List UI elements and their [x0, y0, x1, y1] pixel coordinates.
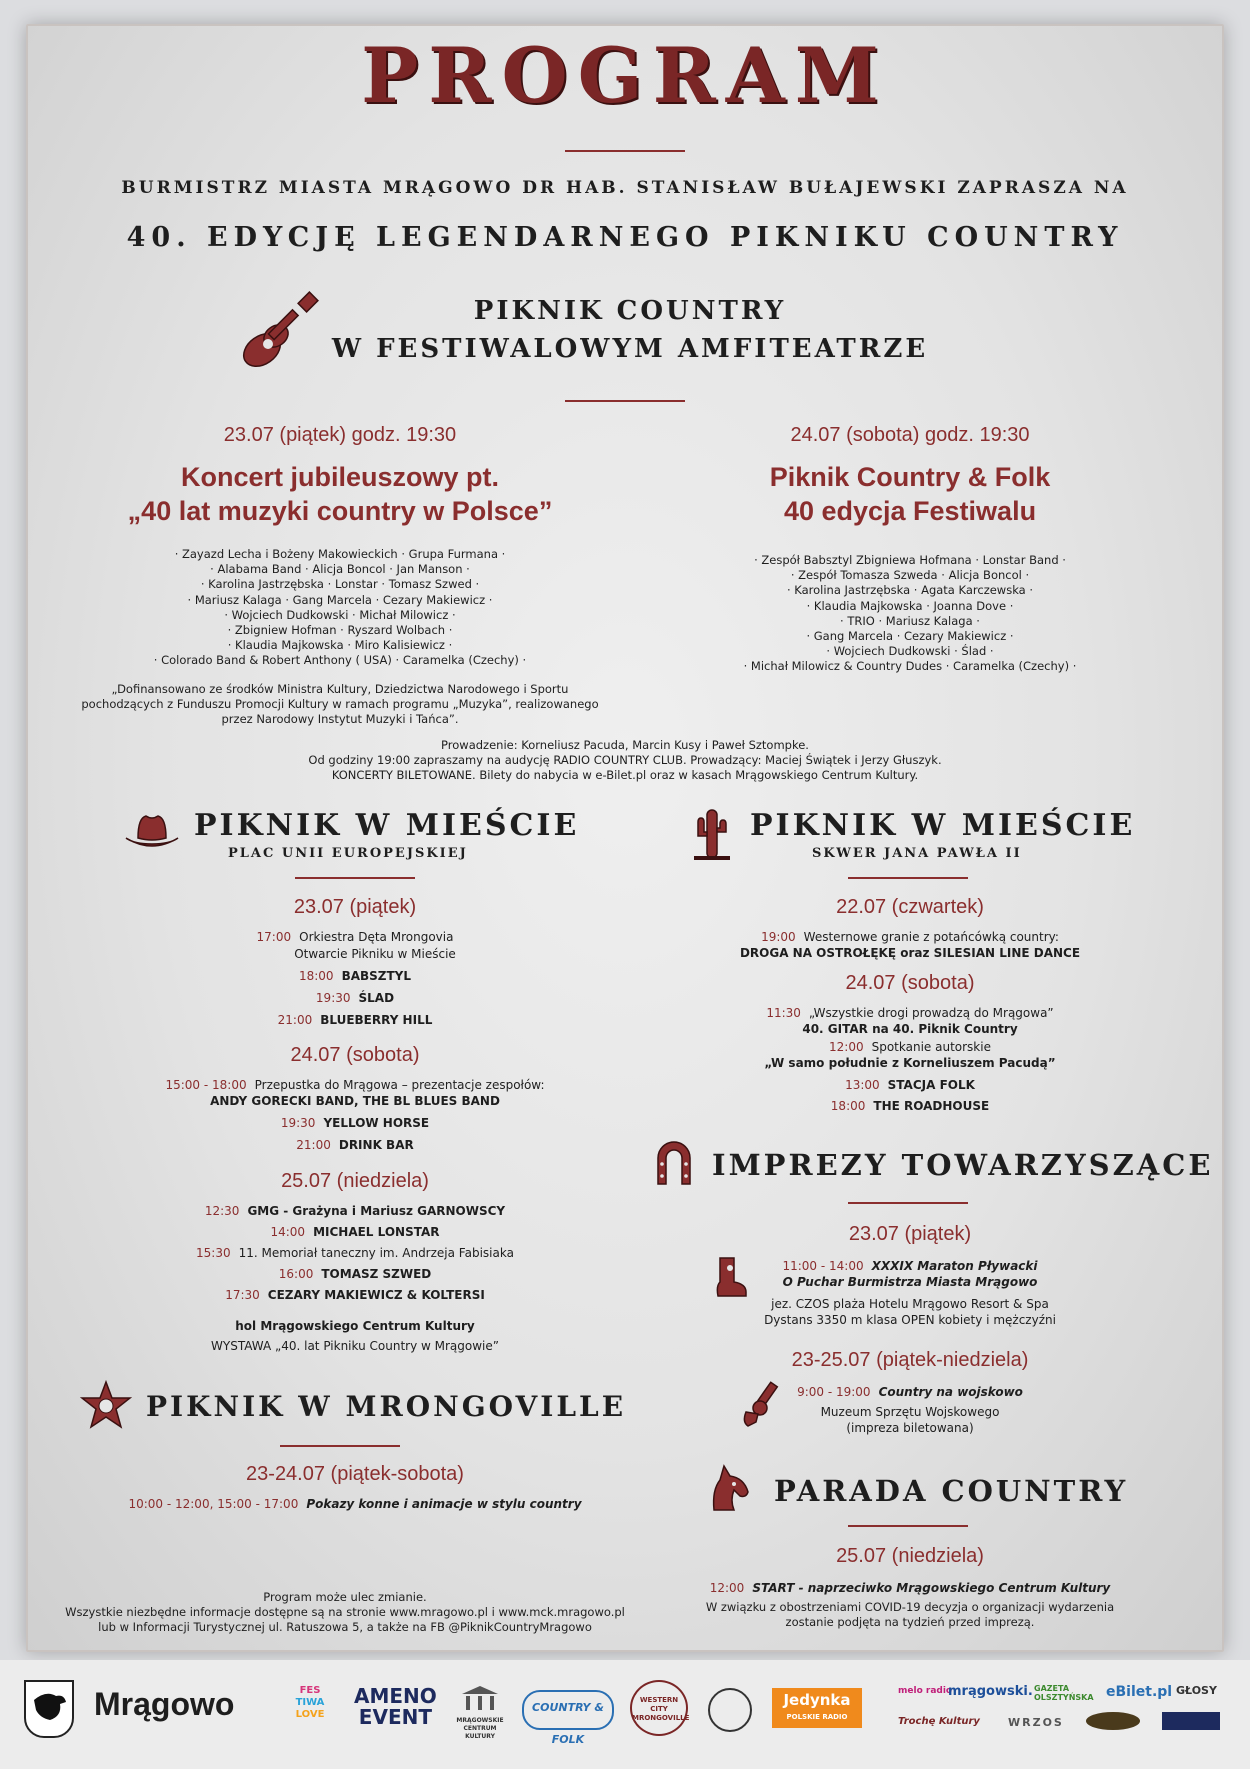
- event-text: Westernowe granie z potańcówką country:: [803, 930, 1059, 944]
- event-text: jez. CZOS plaża Hotelu Mrągowo Resort & Spa: [771, 1297, 1049, 1311]
- lineup-line: · Karolina Jastrzębska · Agata Karczewska ·: [786, 583, 1034, 598]
- mrongoville-title: PIKNIK W MRONGOVILLE: [146, 1390, 627, 1423]
- event-text: XXXIX Maraton Pływacki: [871, 1259, 1038, 1273]
- event-text: Dystans 3350 m klasa OPEN kobiety i mężczyźni: [764, 1313, 1056, 1327]
- cowboy-hat-icon: [122, 808, 182, 856]
- exhibit-title: WYSTAWA „40. lat Pikniku Country w Mrągowie”: [211, 1339, 499, 1353]
- event-text: TOMASZ SZWED: [321, 1267, 432, 1281]
- side-events-day1: 23.07 (piątek): [848, 1223, 972, 1245]
- military-event: [690, 1384, 1130, 1436]
- event-text: YELLOW HORSE: [323, 1116, 430, 1130]
- jedynka-logo: [772, 1688, 862, 1728]
- event-time: 12:00: [709, 1581, 745, 1595]
- gazeta-logo: GAZETA OLSZTYŃSKA: [1034, 1684, 1094, 1702]
- western-city-logo: WESTERN CITY MRONGOVILLE: [630, 1680, 688, 1736]
- event-time: 19:30: [280, 1116, 316, 1130]
- parade-title: PARADA COUNTRY: [774, 1474, 1129, 1508]
- ebilet-logo: eBilet.pl: [1106, 1684, 1173, 1700]
- amphi-info: [100, 738, 1150, 784]
- concert-date-right: 24.07 (sobota) godz. 19:30: [790, 424, 1030, 446]
- note-line: Wszystkie niezbędne informacje dostępne są na stronie www.mragowo.pl i www.mck.mragowo.pl: [65, 1605, 625, 1620]
- event-time: 9:00 - 19:00: [797, 1385, 871, 1399]
- event-text: Przepustka do Mrągowa – prezentacje zespołów:: [254, 1078, 545, 1092]
- event-text: Orkiestra Dęta Mrongovia: [299, 930, 454, 944]
- event-text: GMG - Grażyna i Mariusz GARNOWSCY: [247, 1204, 506, 1218]
- logo-text: EVENT: [358, 1705, 432, 1729]
- lineup-left: [60, 547, 620, 669]
- town-left-day2-list: [130, 1077, 580, 1153]
- event-time: 19:00: [761, 930, 796, 944]
- town-left-day2: 24.07 (sobota): [290, 1044, 420, 1066]
- event-text: CEZARY MAKIEWICZ & KOLTERSI: [267, 1288, 485, 1302]
- lineup-line: · Zayazd Lecha i Bożeny Makowieckich · Grupa Furmana ·: [174, 547, 506, 561]
- event-text: ŚLAD: [358, 991, 395, 1005]
- event-text: START - naprzeciwko Mrągowskiego Centrum Kultury: [752, 1581, 1111, 1595]
- lineup-line: · Wojciech Dudkowski · Michał Milowicz ·: [224, 607, 456, 622]
- marathon-event: [690, 1258, 1130, 1328]
- town-left-day1: 23.07 (piątek): [293, 896, 417, 918]
- divider: [848, 1202, 968, 1204]
- event-time: 13:00: [845, 1078, 880, 1092]
- event-text: Pokazy konne i animacje w stylu country: [306, 1497, 582, 1511]
- lineup-line: · Mariusz Kalaga · Gang Marcela · Cezary Makiewicz ·: [187, 592, 493, 607]
- note-line: lub w Informacji Turystycznej ul. Ratuszowa 5, a także na FB @PiknikCountryMragowo: [98, 1620, 592, 1635]
- parade-date: 25.07 (niedziela): [836, 1545, 984, 1567]
- event-text: DROGA NA OSTROŁĘKĘ oraz SILESIAN LINE DANCE: [739, 946, 1081, 960]
- info-line: KONCERTY BILETOWANE. Bilety do nabycia w e-Bilet.pl oraz w kasach Mrągowskiego Centrum Kultury.: [331, 768, 919, 783]
- divider: [565, 400, 685, 402]
- side-events-title: IMPREZY TOWARZYSZĄCE: [712, 1148, 1214, 1182]
- glosy-logo: GŁOSY: [1176, 1684, 1217, 1697]
- event-text: (impreza biletowana): [846, 1421, 974, 1435]
- parade-event: [690, 1580, 1130, 1596]
- country-folk-logo: COUNTRY & FOLK: [522, 1690, 614, 1730]
- event-time: 14:00: [270, 1225, 306, 1239]
- car-club-logo: [708, 1688, 752, 1732]
- note-line: Program może ulec zmianie.: [263, 1590, 427, 1604]
- event-time: 21:00: [277, 1013, 313, 1027]
- note-line: zostanie podjęta na tydzień przed imprezą.: [785, 1615, 1035, 1630]
- melo-logo: melo radio: [898, 1686, 953, 1696]
- lineup-line: · TRIO · Mariusz Kalaga ·: [840, 613, 980, 628]
- event-time: 15:30: [196, 1246, 231, 1260]
- town-right-title: PIKNIK W MIEŚCIE: [750, 808, 1136, 843]
- note-line: W związku z obostrzeniami COVID-19 decyzja o organizacji wydarzenia: [705, 1600, 1115, 1614]
- event-text: O Puchar Burmistrza Miasta Mrągowo: [782, 1275, 1038, 1289]
- event-time: 15:00 - 18:00: [165, 1078, 247, 1092]
- town-left-title: PIKNIK W MIEŚCIE: [194, 808, 580, 843]
- mrongoville-event: [100, 1496, 610, 1512]
- event-text: BABSZTYL: [341, 969, 412, 983]
- lineup-line: · Zespół Tomasza Szweda · Alicja Boncol ·: [790, 568, 1030, 583]
- poster-title: PROGRAM: [361, 31, 889, 120]
- festiwa-logo: [292, 1685, 328, 1721]
- town-right-day2: 24.07 (sobota): [845, 972, 975, 994]
- lineup-line: · Klaudia Majkowska · Joanna Dove ·: [806, 598, 1014, 613]
- event-text: BLUEBERRY HILL: [320, 1013, 433, 1027]
- lineup-line: · Colorado Band & Robert Anthony ( USA) · Caramelka (Czechy) ·: [153, 653, 527, 668]
- divider: [848, 877, 968, 879]
- side-events-day2: 23-25.07 (piątek-niedziela): [791, 1349, 1029, 1371]
- event-text: ANDY GORECKI BAND, THE BL BLUES BAND: [210, 1094, 500, 1108]
- divider: [565, 150, 685, 152]
- event-text: MICHAEL LONSTAR: [313, 1225, 440, 1239]
- event-time: 16:00: [278, 1267, 314, 1281]
- event-text: STACJA FOLK: [887, 1078, 975, 1092]
- concert-date-left: 23.07 (piątek) godz. 19:30: [223, 424, 457, 446]
- divider: [280, 1445, 400, 1447]
- funding-line: pochodzących z Funduszu Promocji Kultury w ramach programu „Muzyka”, realizowanego: [81, 697, 599, 712]
- town-left-subtitle: PLAC UNII EUROPEJSKIEJ: [228, 846, 468, 861]
- wrzos-logo: WRZOS: [1008, 1716, 1064, 1729]
- logo-text: MRĄGOWSKIE CENTRUM KULTURY: [456, 1717, 504, 1740]
- amphi-title-2: W FESTIWALOWYM AMFITEATRZE: [331, 334, 929, 364]
- event-time: 10:00 - 12:00, 15:00 - 17:00: [128, 1497, 299, 1511]
- info-line: Od godziny 19:00 zapraszamy na audycję RADIO COUNTRY CLUB. Prowadzący: Maciej Świątek i Jerzy Głuszyk.: [308, 753, 942, 768]
- lineup-line: · Gang Marcela · Cezary Makiewicz ·: [806, 629, 1014, 644]
- logo-text: FES: [299, 1685, 321, 1696]
- event-time: 17:30: [225, 1288, 260, 1302]
- event-time: 18:00: [830, 1099, 866, 1113]
- event-text: Otwarcie Pikniku w Mieście: [294, 947, 456, 961]
- funding-line: „Dofinansowano ze środków Ministra Kultury, Dziedzictwa Narodowego i Sportu: [111, 682, 569, 696]
- logo-text: LOVE: [295, 1709, 325, 1720]
- divider: [848, 1525, 968, 1527]
- lineup-line: · Alabama Band · Alicja Boncol · Jan Manson ·: [210, 562, 470, 577]
- logo-text: TIWA: [295, 1697, 325, 1708]
- event-time: 19:30: [315, 991, 351, 1005]
- crest-icon: [24, 1680, 74, 1738]
- logo-text: Jedynka: [783, 1691, 851, 1709]
- car-logo: [1086, 1712, 1140, 1730]
- event-text: 40. GITAR na 40. Piknik Country: [802, 1022, 1018, 1036]
- event-text: „W samo południe z Korneliuszem Pacudą”: [764, 1056, 1056, 1070]
- event-text: Country na wojskowo: [878, 1385, 1023, 1399]
- event-time: 11:30: [766, 1006, 801, 1020]
- lineup-line: · Michał Milowicz & Country Dudes · Caramelka (Czechy) ·: [743, 659, 1077, 674]
- lineup-line: · Karolina Jastrzębska · Lonstar · Tomasz Szwed ·: [200, 577, 480, 592]
- logo-text: AMENO: [354, 1684, 437, 1708]
- event-time: 18:00: [298, 969, 334, 983]
- concert-title-right-1: Piknik Country & Folk: [769, 462, 1051, 492]
- town-right-day2-list: [690, 1005, 1130, 1114]
- lineup-line: · Wojciech Dudkowski · Ślad ·: [826, 644, 994, 659]
- divider: [295, 877, 415, 879]
- logo-text: POLSKIE RADIO: [786, 1713, 848, 1721]
- sheriff-star-icon: [80, 1380, 132, 1432]
- town-right-day1-event: [690, 929, 1130, 961]
- event-text: THE ROADHOUSE: [873, 1099, 990, 1113]
- cactus-icon: [690, 806, 734, 862]
- event-text: Spotkanie autorskie: [871, 1040, 991, 1054]
- lineup-line: · Zbigniew Hofman · Ryszard Wolbach ·: [227, 623, 453, 638]
- event-text: DRINK BAR: [338, 1138, 414, 1152]
- concert-title-left-1: Koncert jubileuszowy pt.: [180, 462, 500, 492]
- troche-kultury-logo: Trochę Kultury: [898, 1716, 980, 1727]
- town-left-day3: 25.07 (niedziela): [281, 1170, 429, 1192]
- event-text: „Wszystkie drogi prowadzą do Mrągowa”: [808, 1006, 1054, 1020]
- event-text: Muzeum Sprzętu Wojskowego: [820, 1405, 1000, 1419]
- program-notes: [40, 1590, 650, 1636]
- mck-logo: [450, 1684, 510, 1741]
- funding-line: przez Narodowy Instytut Muzyki i Tańca”.: [221, 712, 459, 727]
- event-time: 12:00: [829, 1040, 864, 1054]
- town-left-day3-list: [130, 1203, 580, 1303]
- info-line: Prowadzenie: Korneliusz Pacuda, Marcin Kusy i Paweł Sztompke.: [441, 738, 809, 752]
- invite-line: BURMISTRZ MIASTA MRĄGOWO DR HAB. STANISŁAW BUŁAJEWSKI ZAPRASZA NA: [121, 178, 1129, 198]
- event-time: 17:00: [256, 930, 292, 944]
- radio-logo: [1162, 1712, 1220, 1730]
- town-right-subtitle: SKWER JANA PAWŁA II: [812, 846, 1022, 861]
- mrongoville-date: 23-24.07 (piątek-sobota): [246, 1463, 464, 1485]
- guitar-icon: [232, 284, 328, 380]
- funding-note: [60, 682, 620, 728]
- edition-line: 40. EDYCJĘ LEGENDARNEGO PIKNIKU COUNTRY: [126, 222, 1124, 253]
- event-text: 11. Memoriał taneczny im. Andrzeja Fabisiaka: [238, 1246, 514, 1260]
- lineup-line: · Zespół Babsztyl Zbigniewa Hofmana · Lonstar Band ·: [754, 553, 1066, 567]
- lineup-right: [630, 553, 1190, 675]
- mragowski-logo: mrągowski.: [948, 1684, 1033, 1699]
- town-right-day1: 22.07 (czwartek): [836, 896, 984, 918]
- amphi-title-1: PIKNIK COUNTRY: [473, 296, 787, 326]
- event-time: 21:00: [296, 1138, 331, 1152]
- town-left-day1-list: [150, 929, 560, 1028]
- horse-head-icon: [704, 1460, 752, 1512]
- ameno-logo: [354, 1686, 437, 1728]
- concert-title-left-2: „40 lat muzyki country w Polsce”: [127, 496, 553, 526]
- event-time: 12:30: [204, 1204, 240, 1218]
- lineup-line: · Klaudia Majkowska · Miro Kalisiewicz ·: [227, 638, 453, 653]
- horseshoe-icon: [650, 1134, 698, 1190]
- city-name: Mrągowo: [94, 1686, 235, 1722]
- covid-note: [670, 1600, 1150, 1630]
- concert-title-right-2: 40 edycja Festiwalu: [783, 496, 1037, 526]
- event-time: 11:00 - 14:00: [782, 1259, 864, 1273]
- exhibit-place: hol Mrągowskiego Centrum Kultury: [235, 1319, 475, 1333]
